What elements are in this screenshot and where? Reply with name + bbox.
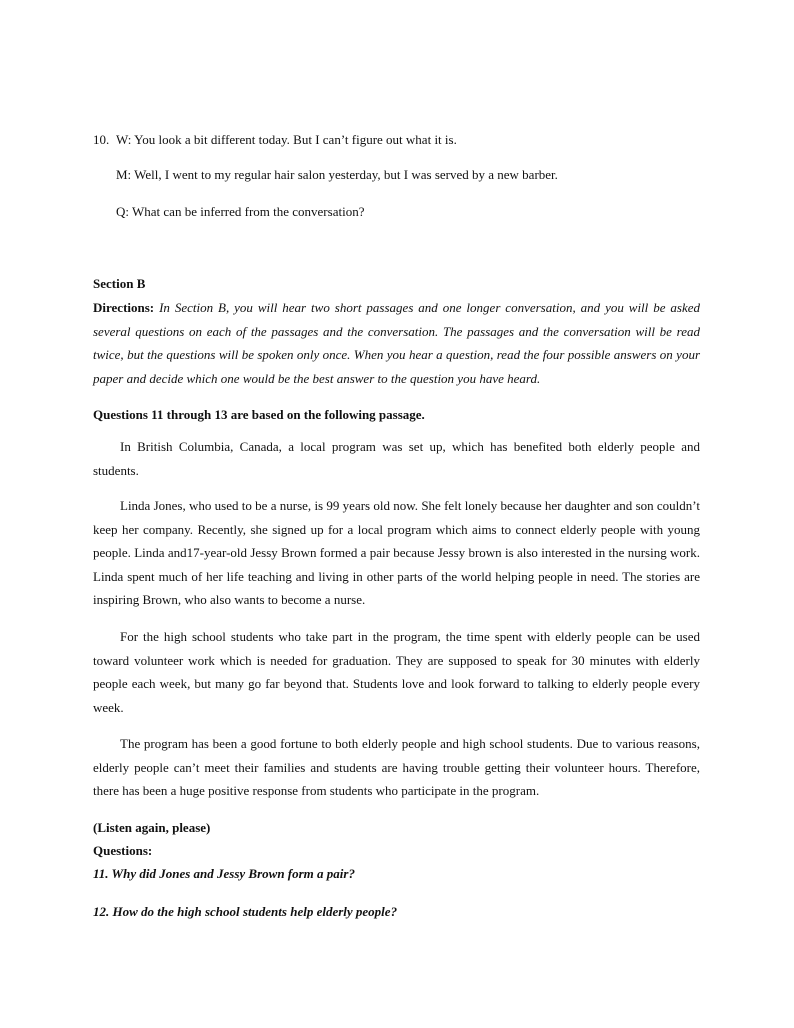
dialogue-question-line: Q: What can be inferred from the conversation? — [116, 204, 365, 219]
directions-block — [93, 296, 700, 390]
paragraph-text: For the high school students who take part in the program, the time spent with elderly people can be used toward volunteer work which is needed for graduation. They are supposed to speak for 30 minutes with elderly people each week, but many go far beyond that. Students love and look forward to talking to elderly people every week. — [93, 629, 700, 715]
question-12: 12. How do the high school students help elderly people? — [93, 904, 398, 919]
dialogue-man-line: M: Well, I went to my regular hair salon yesterday, but I was served by a new barber. — [116, 167, 558, 182]
questions-label: Questions: — [93, 843, 153, 858]
section-title: Section B — [93, 276, 146, 291]
directions-label: Directions: — [93, 300, 155, 315]
paragraph-text: In British Columbia, Canada, a local program was set up, which has benefited both elderly people and students. — [93, 439, 700, 478]
paragraph-text: Linda Jones, who used to be a nurse, is 99 years old now. She felt lonely because her daughter and son couldn’t keep her company. Recently, she signed up for a local program which aims to connect elderly people with young people. Linda and17-year-old Jessy Brown formed a pair because Jessy brown is also interested in the nursing work. Linda spent much of her life teaching and living in other parts of the world helping people in need. The stories are inspiring Brown, who also wants to become a nurse. — [93, 498, 700, 607]
dialogue-woman-line: W: You look a bit different today. But I can’t figure out what it is. — [116, 132, 457, 147]
listen-again-note: (Listen again, please) — [93, 820, 211, 835]
passage-paragraph-3 — [93, 625, 700, 719]
question-number: 10. — [93, 132, 110, 147]
passage-heading: Questions 11 through 13 are based on the following passage. — [93, 407, 425, 422]
passage-paragraph-4 — [93, 732, 700, 803]
directions-text: In Section B, you will hear two short passages and one longer conversation, and you will be asked several questions on each of the passages and the conversation. The passages and the conversation will be read twice, but the questions will be spoken only once. When you hear a question, read the four possible answers on your paper and decide which one would be the best answer to the question you have heard. — [93, 300, 701, 386]
question-11: 11. Why did Jones and Jessy Brown form a pair? — [93, 866, 355, 881]
paragraph-text: The program has been a good fortune to both elderly people and high school students. Due to various reasons, elderly people can’t meet their families and students are having trouble getting their volunteer hours. Therefore, there has been a huge positive response from students who participate in the program. — [93, 736, 700, 798]
passage-paragraph-2 — [93, 494, 700, 612]
passage-paragraph-1 — [93, 435, 700, 482]
